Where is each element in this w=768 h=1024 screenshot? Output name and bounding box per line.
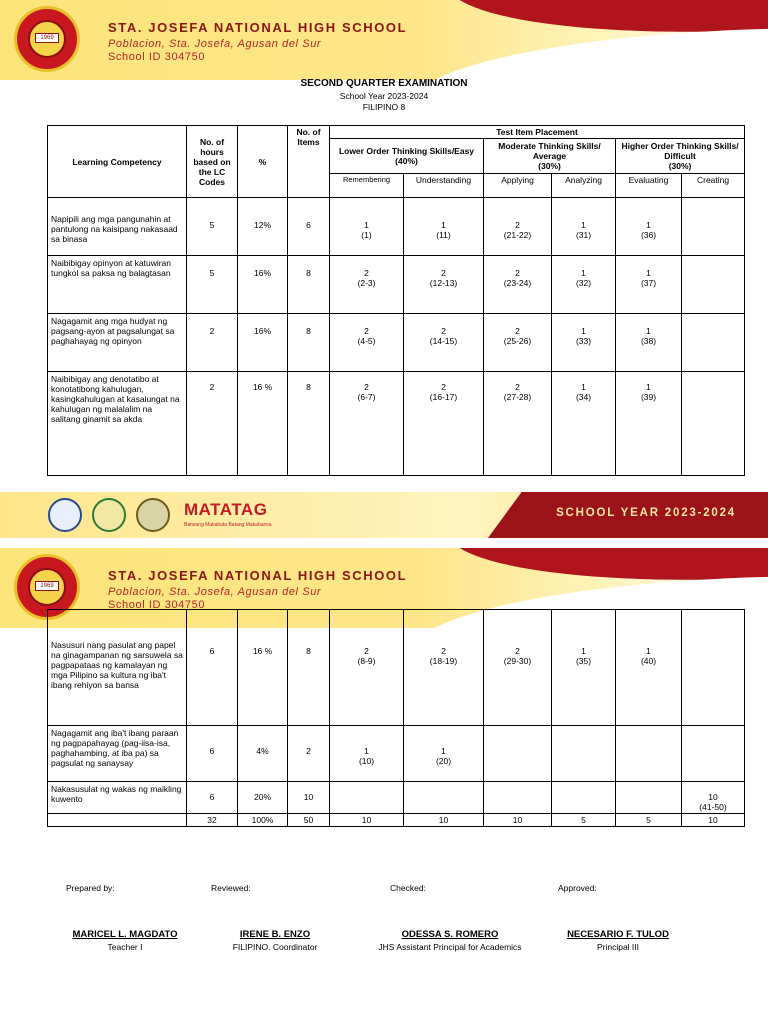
remembering-count: 2 <box>364 326 369 336</box>
remembering-item-range: (1) <box>361 230 372 240</box>
table-row <box>48 256 745 314</box>
applying-cell <box>484 782 552 814</box>
items-cell: 8 <box>288 314 330 372</box>
total-applying: 10 <box>484 814 552 827</box>
hots-label: Higher Order Thinking Skills/ Difficult <box>621 141 739 161</box>
table-row <box>48 782 745 814</box>
totals-label <box>48 814 187 827</box>
analyzing-count: 1 <box>581 646 586 656</box>
items-cell: 8 <box>288 256 330 314</box>
evaluating-cell <box>616 314 682 372</box>
signatory-name-checked: ODESSA S. ROMERO <box>401 929 499 940</box>
hours-cell: 6 <box>187 726 238 782</box>
applying-count: 2 <box>515 646 520 656</box>
creating-cell <box>682 610 745 726</box>
school-address: Poblacion, Sta. Josefa, Agusan del Sur <box>108 38 322 50</box>
signatory-position-checked: JHS Assistant Principal for Academics <box>378 942 522 952</box>
header-analyzing: Analyzing <box>552 174 616 198</box>
evaluating-count: 1 <box>646 382 651 392</box>
applying-item-range: (25-26) <box>503 336 532 346</box>
evaluating-count: 1 <box>646 220 651 230</box>
lots-percent: (40%) <box>395 156 418 166</box>
table-row <box>48 372 745 476</box>
header-items: No. of Items <box>288 126 330 198</box>
hours-cell: 2 <box>187 314 238 372</box>
applying-item-range: (29-30) <box>503 656 532 666</box>
applying-count: 2 <box>515 268 520 278</box>
hots-percent: (30%) <box>668 161 692 171</box>
items-cell: 2 <box>288 726 330 782</box>
understanding-count: 1 <box>441 220 446 230</box>
matatag-tagline: Bansang Makabata Batang Makabansa <box>184 522 272 528</box>
school-id: School ID 304750 <box>108 51 206 63</box>
header-percent: % <box>238 126 288 198</box>
table-body-page1 <box>48 198 745 476</box>
total-analyzing: 5 <box>552 814 616 827</box>
tos-table-page1 <box>47 125 745 476</box>
creating-cell <box>682 256 745 314</box>
signatory-role-prepared: Prepared by: <box>66 883 115 893</box>
remembering-cell <box>330 372 404 476</box>
understanding-count: 2 <box>441 268 446 278</box>
header-understanding: Understanding <box>404 174 484 198</box>
analyzing-count: 1 <box>581 268 586 278</box>
totals-row <box>48 814 745 827</box>
school-name: STA. JOSEFA NATIONAL HIGH SCHOOL <box>108 568 408 583</box>
understanding-item-range: (11) <box>436 230 451 240</box>
remembering-item-range: (4-5) <box>357 336 376 346</box>
applying-cell <box>484 726 552 782</box>
competency-cell: Naibibigay ang denotatibo at konotatibong kahulugan, kasingkahulugan at kasalungat na kahulugan ng malalalim na salitang ginamit sa akda <box>48 372 187 476</box>
remembering-count: 1 <box>364 220 369 230</box>
seal-year: 1969 <box>35 33 59 43</box>
mots-label: Moderate Thinking Skills/ Average <box>498 141 601 161</box>
percent-cell: 4% <box>238 726 288 782</box>
analyzing-item-range: (35) <box>575 656 592 666</box>
creating-count: 10 <box>708 792 718 802</box>
header-placement: Test Item Placement <box>330 126 745 139</box>
division-seal-icon <box>92 498 126 532</box>
items-cell: 8 <box>288 610 330 726</box>
matatag-logo: MATATAG <box>184 500 268 519</box>
applying-item-range: (21-22) <box>503 230 532 240</box>
school-year: School Year 2023-2024 <box>339 91 429 101</box>
analyzing-item-range: (34) <box>575 392 592 402</box>
header-evaluating: Evaluating <box>616 174 682 198</box>
understanding-cell <box>404 610 484 726</box>
creating-cell <box>682 372 745 476</box>
total-percent: 100% <box>238 814 288 827</box>
lots-label: Lower Order Thinking Skills/Easy <box>338 146 475 156</box>
remembering-cell <box>330 610 404 726</box>
analyzing-cell <box>552 314 616 372</box>
applying-cell <box>484 610 552 726</box>
items-cell: 10 <box>288 782 330 814</box>
competency-cell: Nakasusulat ng wakas ng maikling kuwento <box>48 782 187 814</box>
evaluating-count: 1 <box>646 646 651 656</box>
remembering-cell <box>330 782 404 814</box>
creating-cell <box>682 726 745 782</box>
tos-table-page2 <box>47 609 745 827</box>
understanding-count: 2 <box>441 326 446 336</box>
evaluating-item-range: (36) <box>640 230 657 240</box>
percent-cell: 20% <box>238 782 288 814</box>
creating-item-range: (41-50) <box>699 802 727 812</box>
evaluating-cell <box>616 256 682 314</box>
competency-cell: Napipili ang mga pangunahin at pantulong na kaisipang nakasaad sa binasa <box>48 198 187 256</box>
footer-banner <box>0 492 768 538</box>
items-cell: 8 <box>288 372 330 476</box>
creating-cell <box>682 782 745 814</box>
analyzing-cell <box>552 198 616 256</box>
hours-cell: 2 <box>187 372 238 476</box>
remembering-cell <box>330 314 404 372</box>
analyzing-item-range: (33) <box>575 336 592 346</box>
percent-cell: 16% <box>238 314 288 372</box>
remembering-item-range: (6-7) <box>357 392 376 402</box>
total-understanding: 10 <box>404 814 484 827</box>
remembering-item-range: (10) <box>358 756 375 766</box>
understanding-cell <box>404 372 484 476</box>
analyzing-count: 1 <box>581 326 586 336</box>
analyzing-cell <box>552 372 616 476</box>
header-lots <box>330 139 484 174</box>
header-applying: Applying <box>484 174 552 198</box>
applying-count: 2 <box>515 220 520 230</box>
creating-cell <box>682 314 745 372</box>
evaluating-cell <box>616 782 682 814</box>
footer-school-year: SCHOOL YEAR 2023-2024 <box>556 507 736 519</box>
signatory-role-reviewed: Reviewed: <box>211 883 251 893</box>
signatory-name-approved: NECESARIO F. TULOD <box>567 929 669 940</box>
signatory-position-approved: Principal III <box>596 942 640 952</box>
creating-cell <box>682 198 745 256</box>
signatory-name-reviewed: IRENE B. ENZO <box>239 929 311 940</box>
understanding-cell <box>404 198 484 256</box>
items-cell: 6 <box>288 198 330 256</box>
school-name: STA. JOSEFA NATIONAL HIGH SCHOOL <box>108 20 408 35</box>
school-seal-icon <box>14 6 80 72</box>
understanding-count: 2 <box>441 382 446 392</box>
analyzing-cell <box>552 610 616 726</box>
analyzing-cell <box>552 782 616 814</box>
competency-cell: Nagagamit ang mga hudyat ng pagsang-ayon at pagsalungat sa paghahayag ng opinyon <box>48 314 187 372</box>
analyzing-count: 1 <box>581 382 586 392</box>
table-body-page2 <box>48 610 745 814</box>
remembering-item-range: (2-3) <box>357 278 376 288</box>
analyzing-cell <box>552 726 616 782</box>
competency-cell: Nagagamit ang iba't ibang paraan ng pagpapahayag (pag-iisa-isa, paghahambing, at iba pa) sa pagsulat ng sanaysay <box>48 726 187 782</box>
total-hours: 32 <box>187 814 238 827</box>
understanding-item-range: (16-17) <box>429 392 458 402</box>
header-hours: No. of hours based on the LC Codes <box>187 126 238 198</box>
percent-cell: 16 % <box>238 372 288 476</box>
signatory-role-approved: Approved: <box>558 883 597 893</box>
understanding-cell <box>404 314 484 372</box>
hours-cell: 5 <box>187 256 238 314</box>
evaluating-cell <box>616 610 682 726</box>
exam-title: SECOND QUARTER EXAMINATION <box>300 78 468 89</box>
signatory-name-prepared: MARICEL L. MAGDATO <box>72 929 178 940</box>
signatory-position-prepared: Teacher I <box>107 942 143 952</box>
understanding-cell <box>404 726 484 782</box>
remembering-cell <box>330 198 404 256</box>
remembering-count: 2 <box>364 646 369 656</box>
hours-cell: 6 <box>187 782 238 814</box>
understanding-count: 1 <box>441 746 446 756</box>
mots-percent: (30%) <box>538 161 561 171</box>
school-id: School ID 304750 <box>108 599 206 611</box>
remembering-cell <box>330 726 404 782</box>
deped-seal-icon <box>48 498 82 532</box>
competency-cell: Nasusuri nang pasulat ang papel na ginagampanan ng sarsuwela sa pagpapataas ng kamalayan ng mga Pilipino sa kultura ng iba't ibang rehiyon sa bansa <box>48 610 187 726</box>
percent-cell: 12% <box>238 198 288 256</box>
evaluating-cell <box>616 726 682 782</box>
table-row <box>48 198 745 256</box>
evaluating-cell <box>616 198 682 256</box>
competency-cell: Naibibigay opinyon at katuwiran tungkol sa paksa ng balagtasan <box>48 256 187 314</box>
understanding-item-range: (20) <box>435 756 452 766</box>
remembering-count: 1 <box>364 746 369 756</box>
applying-item-range: (23-24) <box>503 278 532 288</box>
signatory-role-checked: Checked: <box>390 883 426 893</box>
header-hots <box>616 139 745 174</box>
total-evaluating: 5 <box>616 814 682 827</box>
signatory-position-reviewed: FILIPINO. Coordinator <box>232 942 318 952</box>
evaluating-item-range: (40) <box>640 656 657 666</box>
percent-cell: 16 % <box>238 610 288 726</box>
analyzing-count: 1 <box>581 220 586 230</box>
remembering-count: 2 <box>364 382 369 392</box>
applying-cell <box>484 256 552 314</box>
letterhead-top <box>0 0 768 80</box>
evaluating-item-range: (38) <box>640 336 657 346</box>
percent-cell: 16% <box>238 256 288 314</box>
table-row <box>48 726 745 782</box>
understanding-cell <box>404 256 484 314</box>
school-address: Poblacion, Sta. Josefa, Agusan del Sur <box>108 586 322 598</box>
total-creating: 10 <box>682 814 745 827</box>
hours-cell: 6 <box>187 610 238 726</box>
evaluating-cell <box>616 372 682 476</box>
total-items: 50 <box>288 814 330 827</box>
analyzing-item-range: (32) <box>575 278 592 288</box>
school-seal-icon <box>136 498 170 532</box>
header-mots <box>484 139 616 174</box>
table-row <box>48 610 745 726</box>
understanding-item-range: (14-15) <box>429 336 458 346</box>
applying-cell <box>484 314 552 372</box>
analyzing-item-range: (31) <box>575 230 592 240</box>
understanding-count: 2 <box>441 646 446 656</box>
header-remembering: Remembering <box>330 174 404 198</box>
understanding-item-range: (12-13) <box>429 278 458 288</box>
applying-cell <box>484 372 552 476</box>
hours-cell: 5 <box>187 198 238 256</box>
applying-count: 2 <box>515 382 520 392</box>
evaluating-count: 1 <box>646 326 651 336</box>
table-row <box>48 314 745 372</box>
evaluating-item-range: (39) <box>640 392 657 402</box>
evaluating-item-range: (37) <box>640 278 657 288</box>
applying-item-range: (27-28) <box>503 392 532 402</box>
understanding-cell <box>404 782 484 814</box>
header-competency: Learning Competency <box>48 126 187 198</box>
remembering-cell <box>330 256 404 314</box>
remembering-count: 2 <box>364 268 369 278</box>
total-remembering: 10 <box>330 814 404 827</box>
applying-count: 2 <box>515 326 520 336</box>
header-creating: Creating <box>682 174 745 198</box>
analyzing-cell <box>552 256 616 314</box>
understanding-item-range: (18-19) <box>429 656 458 666</box>
remembering-item-range: (8-9) <box>357 656 376 666</box>
applying-cell <box>484 198 552 256</box>
seal-year: 1969 <box>35 581 59 591</box>
evaluating-count: 1 <box>646 268 651 278</box>
subject: FILIPINO 8 <box>362 102 406 112</box>
